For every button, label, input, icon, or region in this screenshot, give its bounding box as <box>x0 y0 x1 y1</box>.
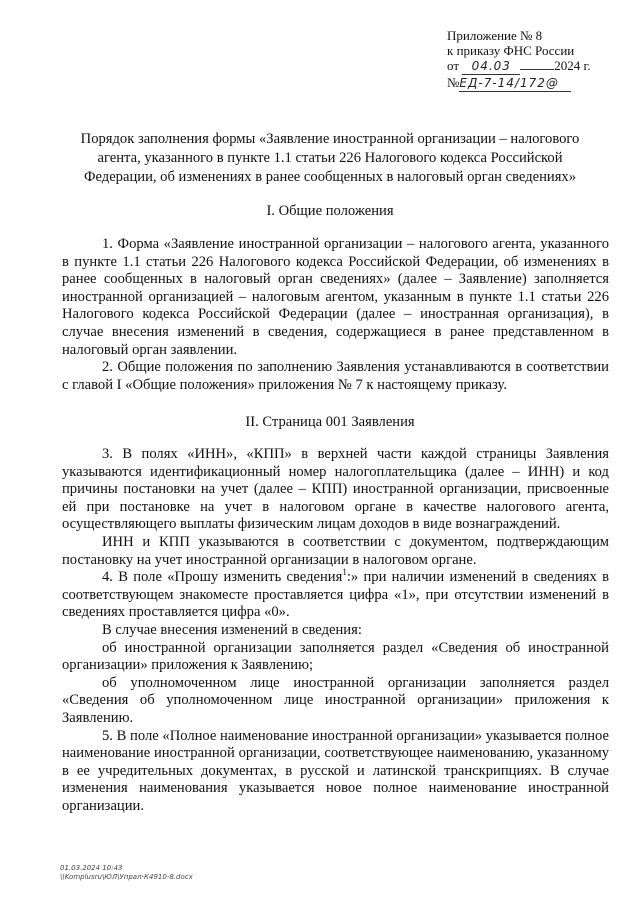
appendix-stamp <box>447 28 627 92</box>
paragraph-2: 2. Общие положения по заполнению Заявления устанавливаются в соответствии с главой I «Общие положения» приложения № 7 к настоящему приказу. <box>62 359 609 393</box>
number-prefix: № <box>447 75 460 90</box>
paragraph-3: 3. В полях «ИНН», «КПП» в верхней части каждой страницы Заявления указываются идентификационный номер налогоплательщика (далее – ИНН) и код причины постановки на учет (далее – КПП) иностранной организации, присвоенные ей при постановке на учет в налоговом органе в качестве налогового агента, осуществляющего выплаты физическим лицам доходов в виде вознаграждений. <box>62 446 609 533</box>
appendix-order: к приказу ФНС России <box>447 43 575 58</box>
appendix-title: Приложение № 8 <box>447 28 543 43</box>
section-general-body <box>62 236 609 394</box>
footer-path: \\Komplusru\ЮЛ\Упрал-К4910-8.docx <box>60 873 193 881</box>
paragraph-4-end: :» при наличии изменений в сведениях в соответствующем знакоместе проставляется цифра «1», при отсутствии изменений в сведениях проставляется цифра «0». <box>62 569 609 621</box>
paragraph-5: 5. В поле «Полное наименование иностранной организации» указывается полное наименование иностранной организации, соответствующее наименованию, указанному в ее учредительных документах, в русской и латинской транскрипциях. В случае изменения наименования указывается новое полное наименование иностранной организации. <box>62 727 609 814</box>
appendix-date-line <box>447 58 627 75</box>
footer-timestamp: 01.03.2024 10:43 <box>60 864 123 872</box>
paragraph-1: 1. Форма «Заявление иностранной организации – налогового агента, указанного в пункте 1.1 статьи 226 Налогового кодекса Российской Федерации, об изменениях в ранее сообщенных в налоговый орган сведениях» (далее – Заявление) заполняется иностранной организацией – налоговым агентом, указанным в пункте 1.1 статьи 226 Налогового кодекса Российской Федерации (далее – иностранная организация), в случае внесения изменений в сведения, содержащиеся в ранее представленном в налоговый орган заявлении. <box>62 236 609 358</box>
date-underline <box>520 69 554 70</box>
section-heading-general: I. Общие положения <box>266 203 394 219</box>
date-prefix: от <box>447 58 460 73</box>
handwritten-date: 04.03 <box>462 59 520 75</box>
paragraph-4 <box>62 569 609 622</box>
handwritten-number: ЕД-7-14/172@ <box>459 76 571 92</box>
appendix-number-line <box>447 75 627 92</box>
date-year: 2024 г. <box>554 58 591 73</box>
paragraph-4d: об уполномоченном лице иностранной организации заполняется раздел «Сведения об уполномоченном лице иностранной организации» приложения к Заявлению. <box>62 674 609 726</box>
paragraph-4c: об иностранной организации заполняется раздел «Сведения об иностранной организации» приложения к Заявлению; <box>62 639 609 674</box>
file-footer <box>60 864 193 882</box>
section-page-001-body <box>62 446 609 815</box>
paragraph-3b: ИНН и КПП указываются в соответствии с документом, подтверждающим постановку на учет иностранной организации в налоговом органе. <box>62 533 609 568</box>
paragraph-4-start: 4. В поле «Прошу изменить сведения <box>102 569 343 586</box>
document-title: Порядок заполнения формы «Заявление иностранной организации – налогового агента, указанного в пункте 1.1 статьи 226 Налогового кодекса Российской Федерации, об изменениях в ранее сообщенных в налоговый орган сведениях» <box>80 131 580 185</box>
section-heading-page-001: II. Страница 001 Заявления <box>245 414 415 430</box>
footnote-ref: 1 <box>342 567 347 578</box>
paragraph-4b: В случае внесения изменений в сведения: <box>102 621 362 638</box>
